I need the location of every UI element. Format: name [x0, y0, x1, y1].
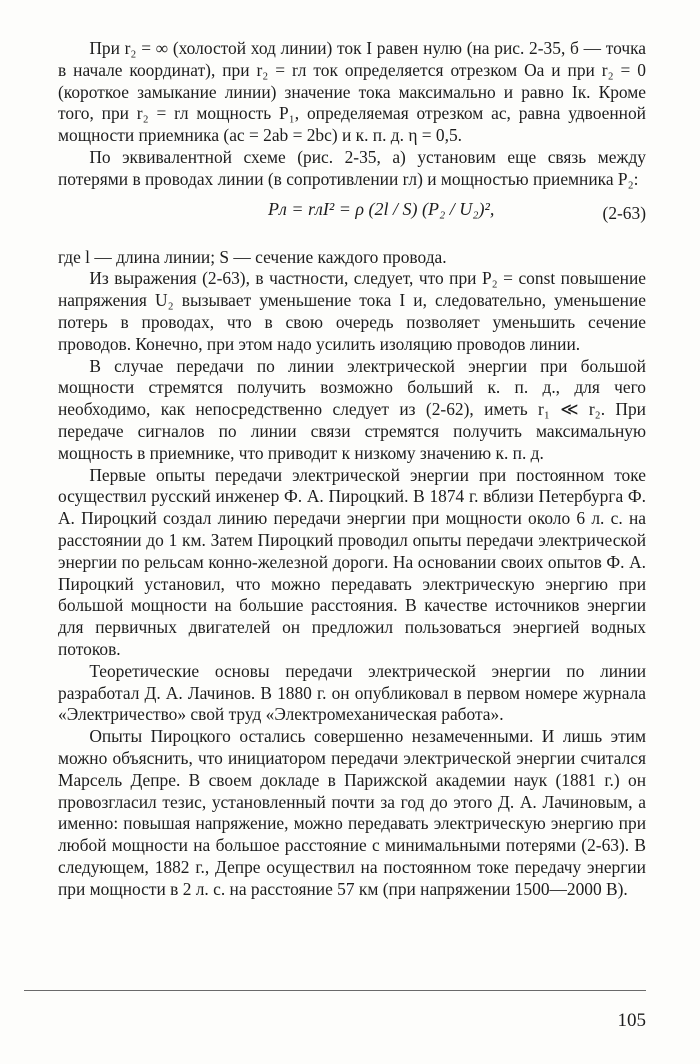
- footer-rule: [24, 990, 646, 991]
- paragraph-4: Из выражения (2-63), в частности, следует, что при P₂ = const повышение напряжения U₂ вызывает уменьшение тока I и, следовательно, уменьшение потерь в проводах, что в свою очередь позволяет уменьшить сечение проводов. Конечно, при этом надо усилить изоляцию проводов линии.: [58, 268, 646, 354]
- paragraph-8: Опыты Пироцкого остались совершенно незамеченными. И лишь этим можно объяснить, что инициатором передачи электрической энергии считался Марсель Депре. В своем докладе в Парижской академии наук (1881 г.) он провозгласил тезис, установленный почти за год до этого Д. А. Лачиновым, а именно: повышая напряжение, можно передавать электрическую энергию при любой мощности на большое расстояние с минимальными потерями (2-63). В следующем, 1882 г., Депре осуществил на постоянном токе передачу энергии при мощности в 2 л. с. на расстояние 57 км (при напряжении 1500—2000 В).: [58, 726, 646, 899]
- paragraph-2: По эквивалентной схеме (рис. 2-35, а) установим еще связь между потерями в проводах линии (в сопротивлении rл) и мощностью приемника P₂:: [58, 146, 646, 189]
- formula-2-63: Pл = rлI² = ρ (2l / S) (P₂ / U₂)²,: [268, 198, 495, 219]
- paragraph-6: Первые опыты передачи электрической энергии при постоянном токе осуществил русский инженер Ф. А. Пироцкий. В 1874 г. вблизи Петербурга Ф. А. Пироцкий создал линию передачи энергии при мощности около 6 л. с. на расстоянии до 1 км. Затем Пироцкий проводил опыты передачи электрической энергии по рельсам конно-железной дороги. На основании своих опытов Ф. А. Пироцкий установил, что можно передавать электрическую энергию при большой мощности на большие расстояния. В качестве источников энергии для первичных двигателей он предложил пользоваться энергией водных потоков.: [58, 464, 646, 659]
- page-number: 105: [617, 1010, 646, 1031]
- paragraph-5: В случае передачи по линии электрической энергии при большой мощности стремятся получить возможно больший к. п. д., для чего необходимо, как непосредственно следует из (2-62), иметь r₁ ≪ r₂. При передаче сигналов по линии связи стремятся получить максимальную мощность в приемнике, что приводит к низкому значению к. п. д.: [58, 355, 646, 463]
- paragraph-3: где l — длина линии; S — сечение каждого провода.: [58, 246, 447, 267]
- paragraph-7: Теоретические основы передачи электрической энергии по линии разработал Д. А. Лачинов. В 1880 г. он опубликовал в первом номере журнала «Электричество» свой труд «Электромеханическая работа».: [58, 660, 646, 725]
- page-body: [58, 38, 646, 900]
- formula-number: (2-63): [602, 202, 646, 223]
- formula-block: [58, 191, 646, 247]
- paragraph-1: При r₂ = ∞ (холостой ход линии) ток I равен нулю (на рис. 2-35, б — точка в начале координат), при r₂ = rл ток определяется отрезком Oa и при r₂ = 0 (короткое замыкание линии) значение тока максимально и равно Iк. Кроме того, при r₂ = rл мощность P₁, определяемая отрезком ac, равна удвоенной мощности приемника (ac = 2ab = 2bc) и к. п. д. η = 0,5.: [58, 38, 646, 146]
